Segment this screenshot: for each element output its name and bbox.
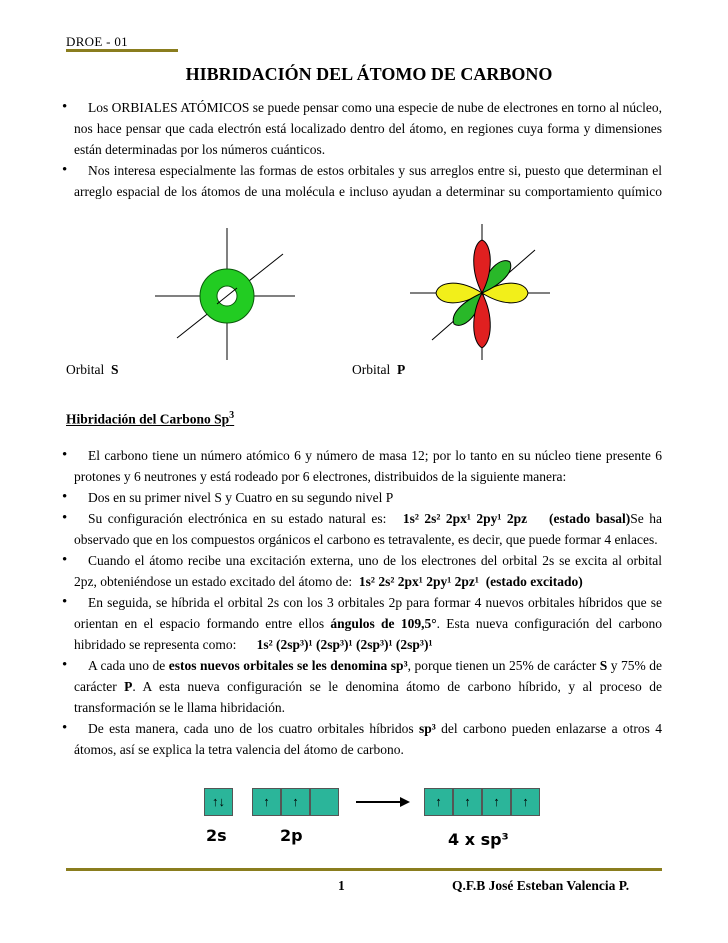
bullet-atomic-number: • El carbono tiene un número atómico 6 y número de masa 12; por lo tanto en su núcleo tiene presente 6 protones y 6 neutrones y está rodeado por 6 electrones, distribuidos de la siguiente manera: (66, 445, 662, 487)
orbital-box: ↑ (252, 788, 281, 816)
section-title: Hibridación del Carbono Sp$^3$ (66, 410, 235, 427)
orbital-p-figure (410, 220, 550, 360)
bullet-sp3-naming: • A cada uno de estos nuevos orbitales se les denomina sp³, porque tienen un 25% de carácter S y 75% de carácter P. A esta nueva configuración se le denomina átomo de carbono híbrido, y al proceso de transformación se le llama hibridación. (66, 655, 662, 718)
label-sp3: 4 x sp³ (448, 830, 509, 849)
intro-block (66, 97, 662, 202)
arrow-right-icon (356, 795, 410, 809)
box-2s (204, 788, 233, 816)
boxes-sp3 (424, 788, 540, 816)
bullet-levels: • Dos en su primer nivel S y Cuatro en su segundo nivel P (66, 487, 662, 508)
orbital-box: ↑ (281, 788, 310, 816)
boxes-2p (252, 788, 339, 816)
label-2s: 2s (206, 826, 227, 845)
intro-bullet-2: • Nos interesa especialmente las formas de estos orbitales y sus arreglos entre si, puesto que determinan el arreglo espacial de los átomos de una molécula e incluso ayudan a determinar su comportamiento químico (66, 160, 662, 202)
orbital-s-caption: Orbital S (66, 362, 119, 377)
document-code: DROE - 01 (66, 34, 128, 49)
orbital-box: ↑ (424, 788, 453, 816)
bullet-hybridize: • En seguida, se híbrida el orbital 2s con los 3 orbitales 2p para formar 4 nuevos orbitales híbridos que se orientan en el espacio formando entre ellos ángulos de 109,5°. Esta nueva configuración del carbono hibridado se representa como: 1s² (2sp³)¹ (2sp³)¹ (2sp³)¹ (2sp³)¹ (66, 592, 662, 655)
page-title: HIBRIDACIÓN DEL ÁTOMO DE CARBONO (185, 64, 553, 84)
bullet-tetravalence: • De esta manera, cada uno de los cuatro orbitales híbridos sp³ del carbono pueden enlazarse a otros 4 átomos, así se explica la tetra valencia del átomo de carbono. (66, 718, 662, 760)
intro-bullet-1: • Los ORBIALES ATÓMICOS se puede pensar como una especie de nube de electrones en torno al núcleo, nos hace pensar que cada electrón está localizado dentro del átomo, en regiones cuya forma y dimensiones están determinadas por los números cuánticos. (66, 97, 662, 160)
orbital-s-figure (155, 228, 295, 360)
bullet-excited-state: • Cuando el átomo recibe una excitación externa, uno de los electrones del orbital 2s se excita al orbital 2pz, obteniéndose un estado excitado del átomo de: 1s² 2s² 2px¹ 2py¹ 2pz¹ (estado excitado) (66, 550, 662, 592)
orbital-box: ↑↓ (204, 788, 233, 816)
page-number: 1 (338, 878, 345, 893)
orbital-box: ↑ (453, 788, 482, 816)
bullet-ground-state: • Su configuración electrónica en su estado natural es: 1s² 2s² 2px¹ 2py¹ 2pz (estado basal)Se ha observado que en los compuestos orgánicos el carbono es tetravalente, es decir, que puede formar 4 enlaces. (66, 508, 662, 550)
orbital-box (310, 788, 339, 816)
hybridization-list (66, 445, 662, 760)
orbital-box: ↑ (511, 788, 540, 816)
label-2p: 2p (280, 826, 303, 845)
author: Q.F.B José Esteban Valencia P. (452, 878, 630, 893)
footer-rule (66, 868, 662, 871)
orbital-box: ↑ (482, 788, 511, 816)
orbital-p-caption: Orbital P (352, 362, 406, 377)
header-rule (66, 49, 178, 52)
